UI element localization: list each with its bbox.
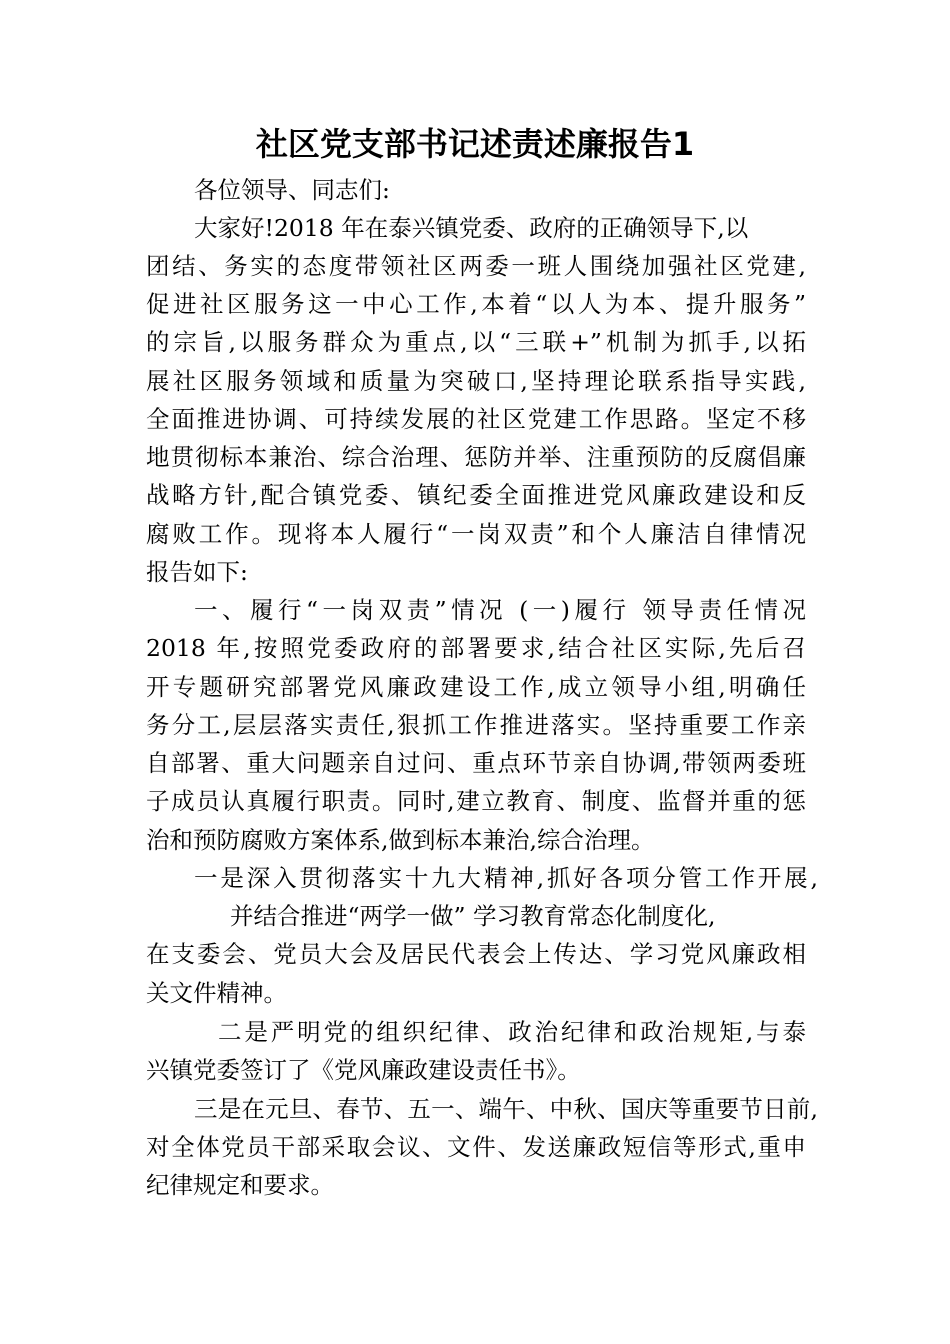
section-heading: 一、履行“一岗双责”情况 (一)履行 领导责任情况: [194, 596, 806, 624]
paragraph-line: 一是深入贯彻落实十九大精神,抓好各项分管工作开展,: [194, 864, 818, 892]
paragraph-line: 战略方针,配合镇党委、镇纪委全面推进党风廉政建设和反: [146, 481, 806, 509]
paragraph-line: 子成员认真履行职责。同时,建立教育、制度、监督并重的惩: [146, 787, 806, 815]
paragraph-line: 的宗旨,以服务群众为重点,以“三联+”机制为抓手,以拓: [146, 328, 806, 356]
paragraph-line: 地贯彻标本兼治、综合治理、惩防并举、注重预防的反腐倡廉: [146, 443, 806, 471]
paragraph-line: 全面推进协调、可持续发展的社区党建工作思路。坚定不移: [146, 405, 806, 433]
paragraph-line: 对全体党员干部采取会议、文件、发送廉政短信等形式,重申: [146, 1133, 806, 1161]
paragraph-line: 务分工,层层落实责任,狠抓工作推进落实。坚持重要工作亲: [146, 711, 806, 739]
paragraph-line: 关文件精神。: [146, 979, 287, 1007]
paragraph-line: 三是在元旦、春节、五一、端午、中秋、国庆等重要节日前,: [194, 1095, 818, 1123]
paragraph-line: 展社区服务领域和质量为突破口,坚持理论联系指导实践,: [146, 367, 806, 395]
paragraph-line: 团结、务实的态度带领社区两委一班人围绕加强社区党建,: [146, 252, 806, 280]
paragraph-line: 兴镇党委签订了《党风廉政建设责任书》。: [146, 1056, 581, 1084]
paragraph-line: 治和预防腐败方案体系,做到标本兼治,综合治理。: [146, 826, 655, 854]
paragraph-line: 报告如下:: [146, 558, 248, 586]
paragraph-line: 促进社区服务这一中心工作,本着“以人为本、提升服务”: [146, 290, 806, 318]
paragraph-line: 大家好!2018 年在泰兴镇党委、政府的正确领导下,以: [194, 214, 749, 242]
paragraph-line: 2018 年,按照党委政府的部署要求,结合社区实际,先后召: [146, 634, 806, 662]
paragraph-line: 自部署、重大问题亲自过问、重点环节亲自协调,带领两委班: [146, 749, 806, 777]
paragraph-line: 二是严明党的组织纪律、政治纪律和政治规矩,与泰: [218, 1018, 806, 1046]
paragraph-line: 并结合推进“两学一做” 学习教育常态化制度化,: [230, 902, 716, 930]
paragraph-line: 各位领导、同志们:: [194, 176, 390, 204]
document-title: 社区党支部书记述责述廉报告1: [255, 125, 695, 163]
paragraph-line: 腐败工作。现将本人履行“一岗双责”和个人廉洁自律情况: [146, 520, 806, 548]
paragraph-line: 纪律规定和要求。: [146, 1171, 334, 1199]
paragraph-line: 在支委会、党员大会及居民代表会上传达、学习党风廉政相: [146, 940, 806, 968]
paragraph-line: 开专题研究部署党风廉政建设工作,成立领导小组,明确任: [146, 673, 806, 701]
